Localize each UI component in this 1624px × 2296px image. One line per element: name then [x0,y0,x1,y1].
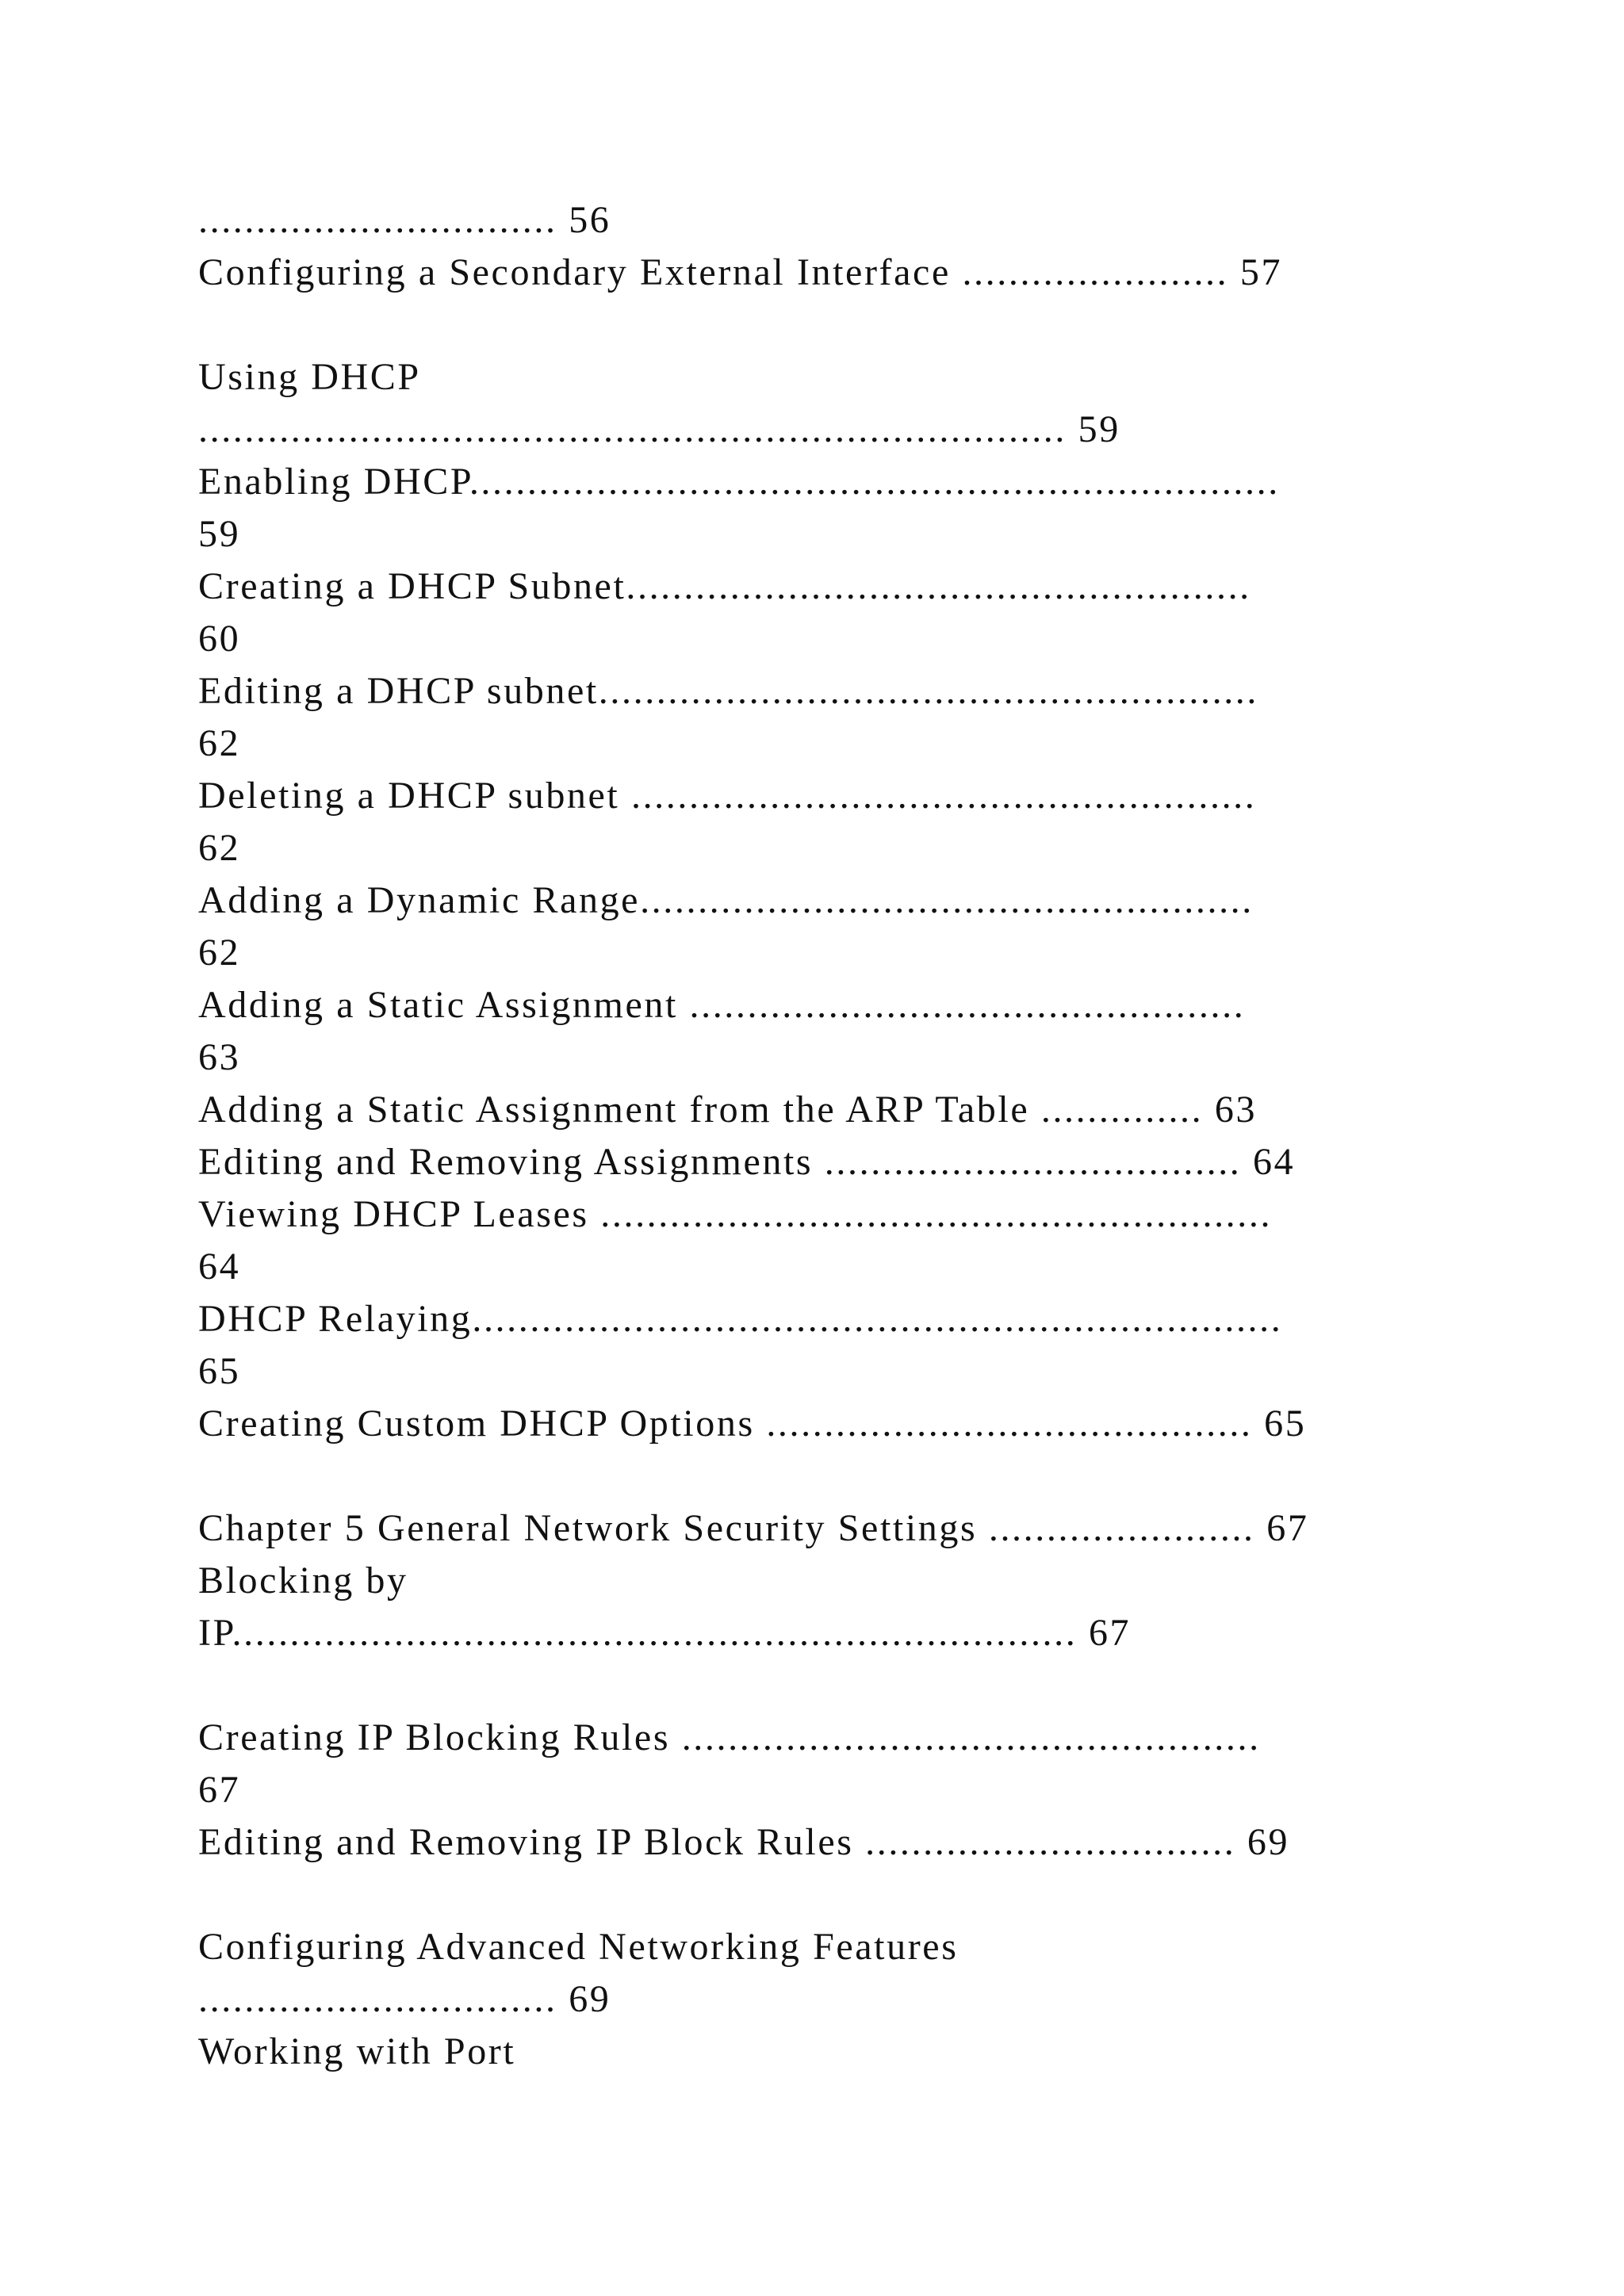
toc-line: 62 [198,722,241,764]
toc-line: 64 [198,1246,241,1288]
toc-line: 67 [198,1769,241,1811]
toc-line: 62 [198,827,241,869]
toc-line: Enabling DHCP...................................................................... [198,461,1280,503]
toc-line: Chapter 5 General Network Security Settings ....................... 67 [198,1507,1309,1549]
toc-line: Configuring Advanced Networking Features [198,1926,959,1968]
toc-line: 62 [198,932,241,974]
toc-line: Using DHCP [198,356,421,398]
toc-line: DHCP Relaying...................................................................... [198,1298,1283,1340]
toc-line: Viewing DHCP Leases .......................................................... [198,1193,1273,1235]
toc-line: Editing a DHCP subnet......................................................... [198,670,1259,712]
toc-line: Editing and Removing Assignments .................................... 64 [198,1141,1296,1183]
toc-line: Configuring a Secondary External Interface ....................... 57 [198,251,1283,293]
toc-line: Deleting a DHCP subnet ...................................................... [198,775,1257,817]
toc-line: Creating IP Blocking Rules .................................................. [198,1716,1261,1758]
toc-line: Editing and Removing IP Block Rules ................................ 69 [198,1821,1290,1863]
toc-line: IP......................................................................... 67 [198,1612,1132,1654]
toc-line: 63 [198,1036,241,1078]
toc-line: Blocking by [198,1559,408,1601]
toc-line: Working with Port [198,2030,516,2072]
toc-line: ........................................................................... 59 [198,408,1120,450]
toc-line: Adding a Static Assignment ................................................ [198,984,1246,1026]
toc-line: Adding a Static Assignment from the ARP Table .............. 63 [198,1089,1258,1131]
toc-line: ............................... 69 [198,1978,611,2020]
toc-line: Creating Custom DHCP Options .......................................... 65 [198,1402,1307,1445]
toc-line: Creating a DHCP Subnet...................................................... [198,565,1251,607]
toc-line: 65 [198,1350,241,1392]
toc-line: 60 [198,618,241,660]
toc-line: Adding a Dynamic Range..................................................... [198,879,1254,921]
toc-line: ............................... 56 [198,199,611,241]
toc-line: 59 [198,513,241,555]
